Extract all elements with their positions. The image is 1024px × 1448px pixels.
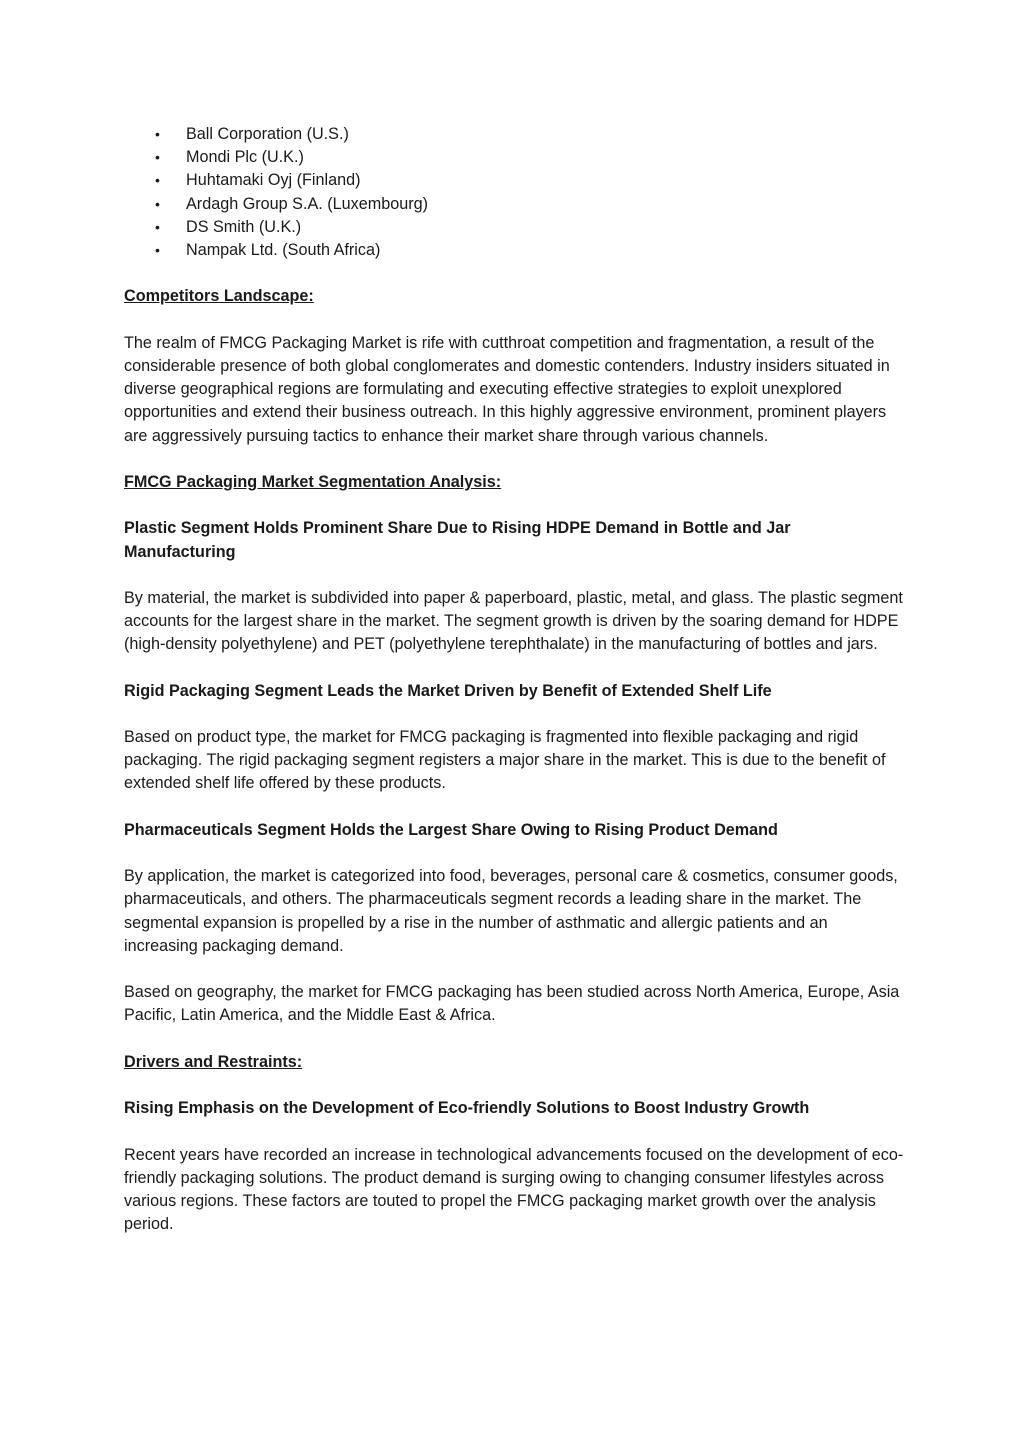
competitors-paragraph: The realm of FMCG Packaging Market is rife with cutthroat competition and fragmentation, a result of the considerable presence of both global conglomerates and domestic contenders. Industry insiders situated in diverse geographical regions are formulating and executing effective strategies to exploit unexplored opportunities and extend their business outreach. In this highly aggressive environment, prominent players are aggressively pursuing tactics to enhance their market share through various channels. bbox=[124, 333, 890, 445]
eco-friendly-paragraph: Recent years have recorded an increase in technological advancements focused on the development of eco-friendly packaging solutions. The product demand is surging owing to changing consumer lifestyles across various regions. These factors are touted to propel the FMCG packaging market growth over the analysis period. bbox=[124, 1145, 904, 1234]
plastic-segment-heading: Plastic Segment Holds Prominent Share Due to Rising HDPE Demand in Bottle and Jar Manufacturing bbox=[124, 519, 791, 561]
list-item bbox=[124, 216, 904, 239]
company-name: Ball Corporation (U.S.) bbox=[186, 125, 349, 143]
pharma-segment-heading: Pharmaceuticals Segment Holds the Largest Share Owing to Rising Product Demand bbox=[124, 820, 778, 839]
geography-paragraph: Based on geography, the market for FMCG packaging has been studied across North America, Europe, Asia Pacific, Latin America, and the Middle East & Africa. bbox=[124, 983, 900, 1025]
company-name: Mondi Plc (U.K.) bbox=[186, 148, 304, 167]
rigid-segment-heading: Rigid Packaging Segment Leads the Market Driven by Benefit of Extended Shelf Life bbox=[124, 681, 772, 700]
list-item bbox=[124, 123, 904, 146]
pharma-segment-paragraph: By application, the market is categorized into food, beverages, personal care & cosmetics, consumer goods, pharmaceuticals, and others. The pharmaceuticals segment records a leading share in the market. The segmental expansion is propelled by a rise in the number of asthmatic and allergic patients and an increasing packaging demand. bbox=[124, 867, 898, 955]
competitors-heading: Competitors Landscape: bbox=[124, 287, 314, 306]
eco-friendly-heading: Rising Emphasis on the Development of Eco-friendly Solutions to Boost Industry Growth bbox=[124, 1099, 810, 1118]
company-name: Huhtamaki Oyj (Finland) bbox=[186, 171, 361, 190]
list-item bbox=[124, 193, 904, 216]
bullet-icon: • bbox=[155, 126, 160, 142]
bullet-icon: • bbox=[155, 241, 160, 258]
company-name: DS Smith (U.K.) bbox=[186, 217, 302, 236]
bullet-icon: • bbox=[155, 172, 160, 189]
company-list bbox=[124, 123, 904, 262]
bullet-icon: • bbox=[155, 149, 160, 166]
rigid-segment-paragraph: Based on product type, the market for FMCG packaging is fragmented into flexible packaging and rigid packaging. The rigid packaging segment registers a major share in the market. This is due to the benefit of extended shelf life offered by these products. bbox=[124, 728, 886, 793]
list-item bbox=[124, 146, 904, 169]
list-item bbox=[124, 169, 904, 192]
segmentation-heading: FMCG Packaging Market Segmentation Analysis: bbox=[124, 472, 502, 491]
drivers-heading: Drivers and Restraints: bbox=[124, 1052, 303, 1071]
plastic-segment-paragraph: By material, the market is subdivided into paper & paperboard, plastic, metal, and glass. The plastic segment accounts for the largest share in the market. The segment growth is driven by the soaring demand for HDPE (high-density polyethylene) and PET (polyethylene terephthalate) in the manufacturing of bottles and jars. bbox=[124, 588, 903, 654]
company-name: Ardagh Group S.A. (Luxembourg) bbox=[186, 194, 429, 213]
company-name: Nampak Ltd. (South Africa) bbox=[186, 240, 381, 259]
bullet-icon: • bbox=[155, 195, 160, 212]
document-page bbox=[124, 123, 904, 1260]
list-item bbox=[124, 239, 904, 262]
bullet-icon: • bbox=[155, 218, 160, 235]
